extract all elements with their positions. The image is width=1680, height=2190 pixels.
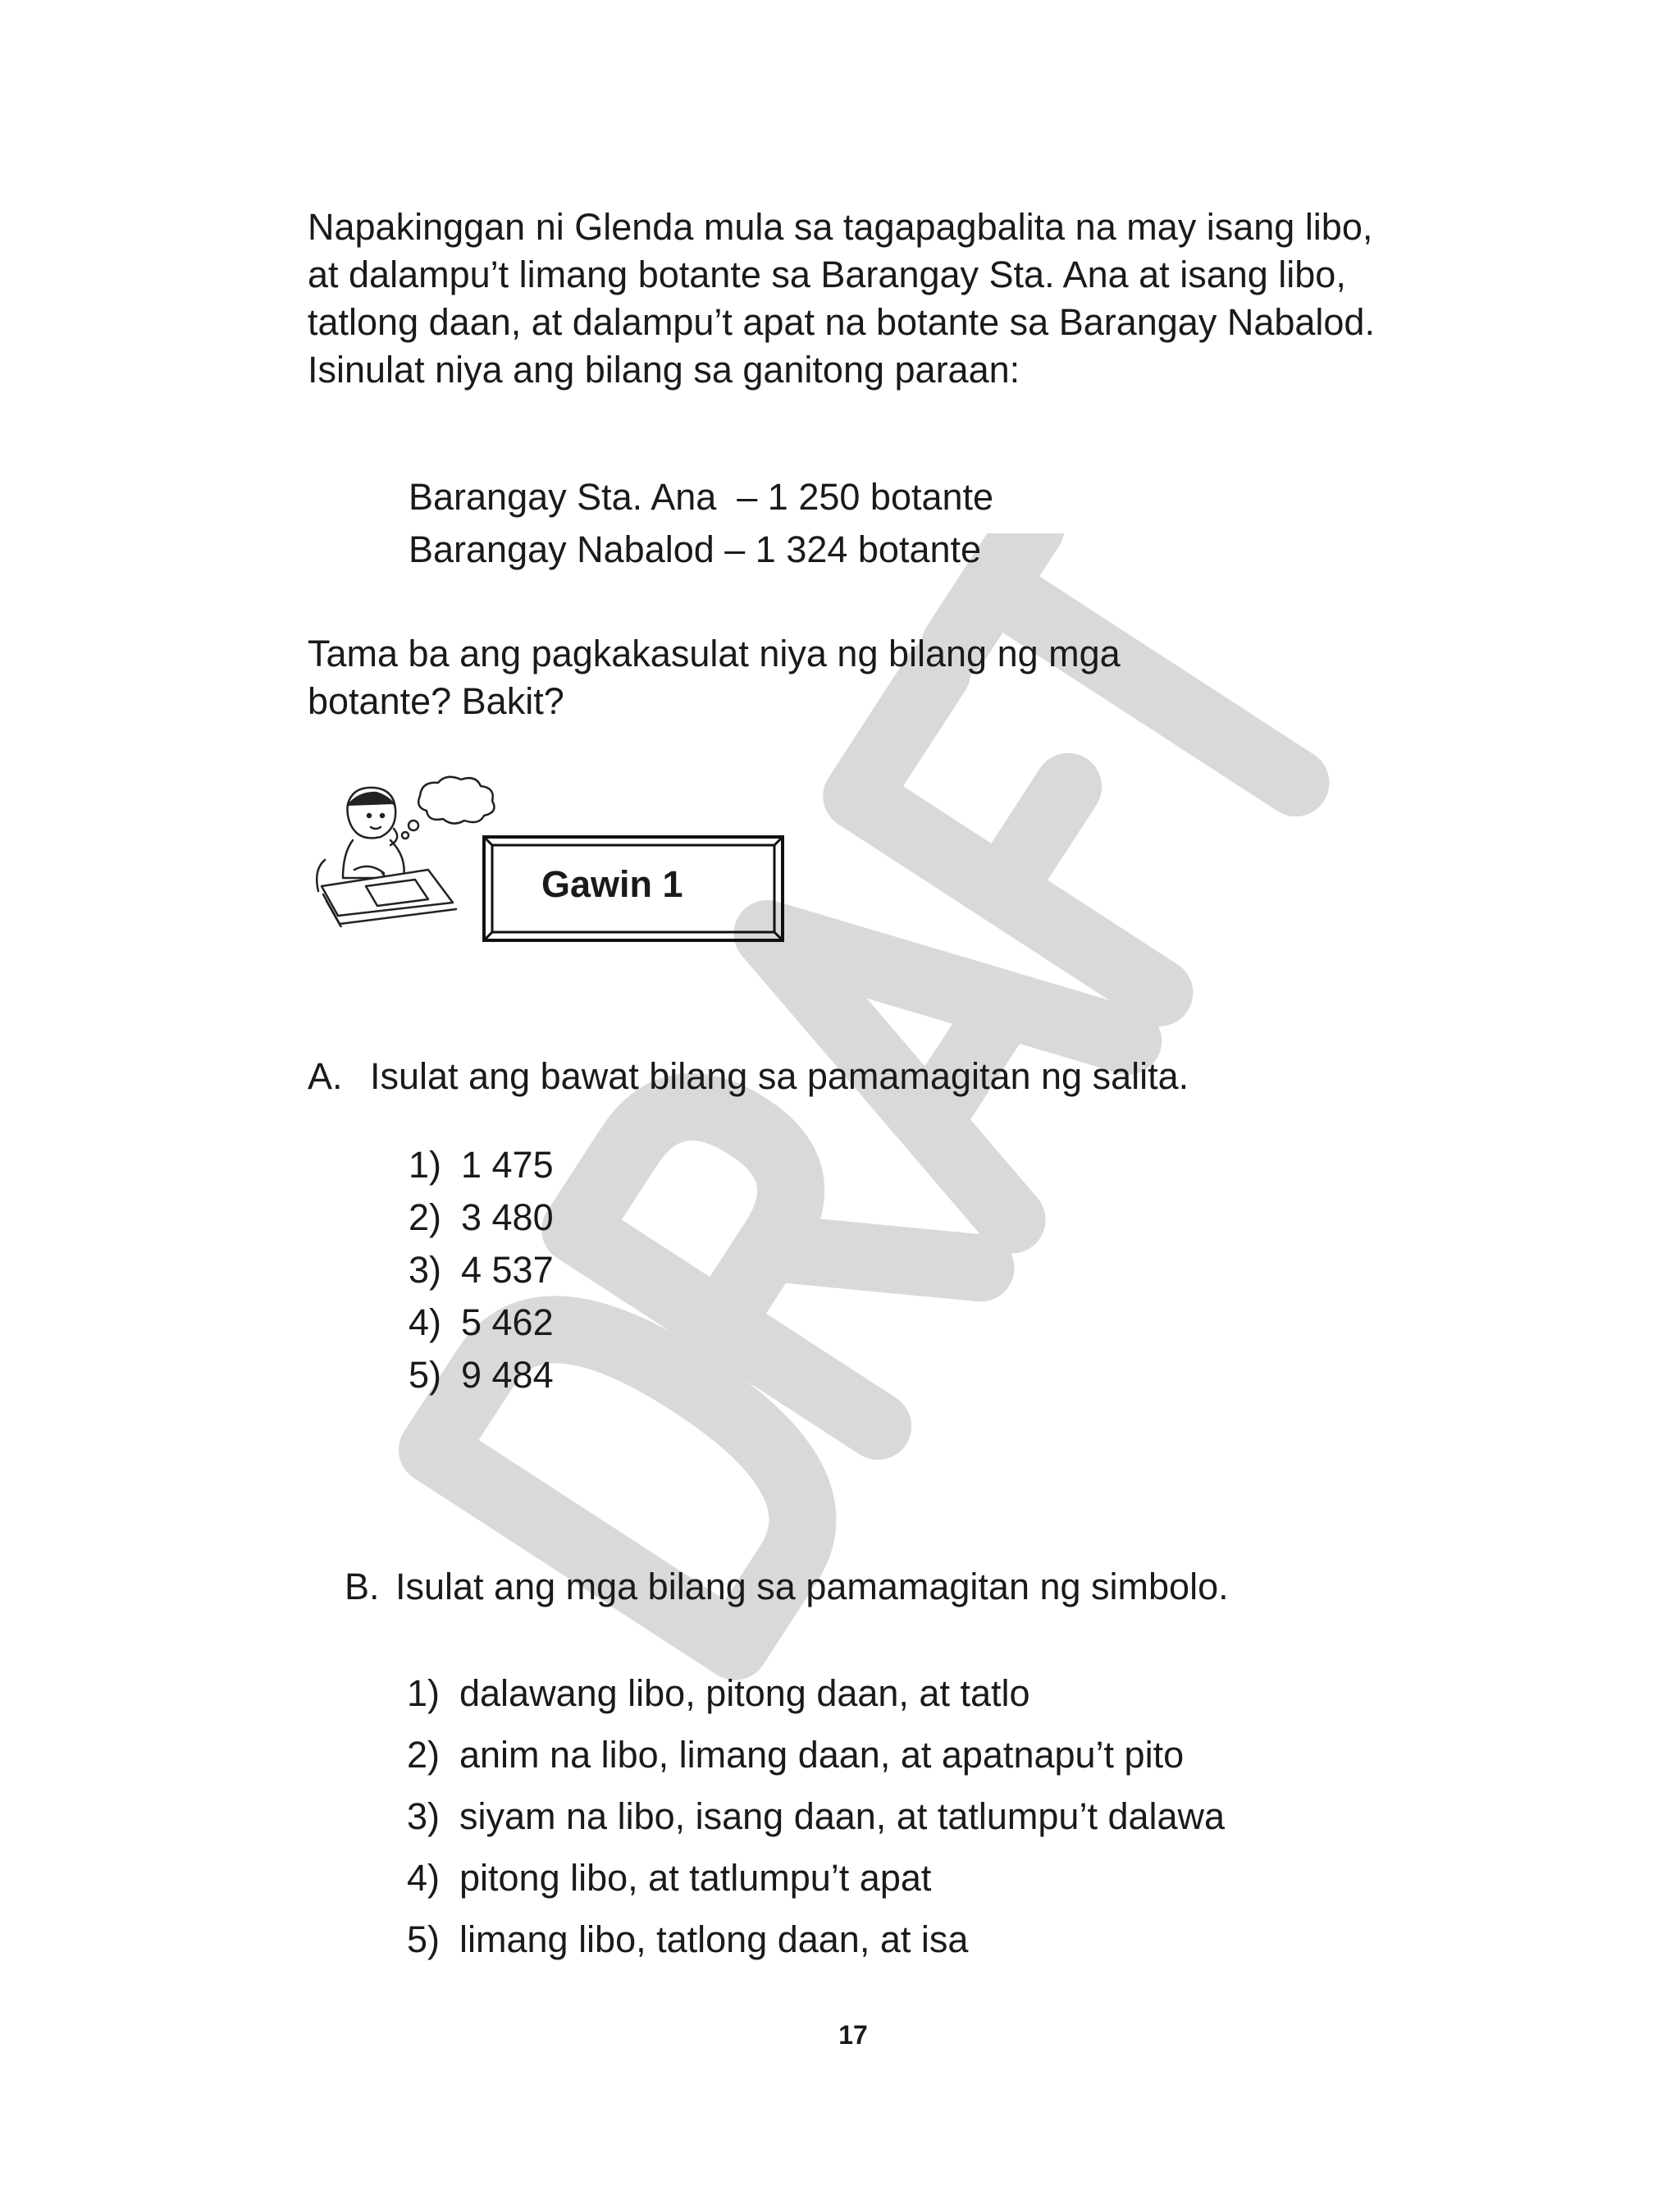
- section-b-instruction: Isulat ang mga bilang sa pamamagitan ng simbolo.: [395, 1566, 1229, 1607]
- watermark-letter-r: [575, 1072, 980, 1427]
- item-text: 5 462: [461, 1301, 554, 1343]
- paragraph-line: tatlong daan, at dalampu’t apat na botante sa Barangay Nabalod.: [308, 301, 1375, 343]
- paragraph-line: at dalampu’t limang botante sa Barangay Sta. Ana at isang libo,: [308, 254, 1346, 295]
- list-item: [407, 1909, 1225, 1970]
- paragraph-line: Napakinggan ni Glenda mula sa tagapagbalita na may isang libo,: [308, 206, 1373, 248]
- list-item: [409, 1296, 554, 1349]
- list-item: [407, 1724, 1225, 1785]
- item-text: limang libo, tatlong daan, at isa: [459, 1918, 969, 1960]
- item-text: 4 537: [461, 1249, 554, 1291]
- item-number: 5): [407, 1918, 441, 1960]
- list-item: [409, 1349, 554, 1401]
- item-text: 1 475: [461, 1144, 554, 1186]
- section-b-list: [407, 1662, 1225, 1970]
- item-text: 9 484: [461, 1354, 554, 1396]
- list-item: [407, 1847, 1225, 1909]
- section-a-list: [409, 1139, 554, 1401]
- question-line: botante? Bakit?: [308, 680, 564, 722]
- item-text: anim na libo, limang daan, at apatnapu’t pito: [459, 1734, 1185, 1776]
- barangay-voter-list: [409, 471, 993, 576]
- section-b-label: B.: [345, 1566, 380, 1607]
- item-text: 3 480: [461, 1196, 554, 1238]
- item-text: pitong libo, at tatlumpu’t apat: [459, 1857, 932, 1899]
- question-text: [308, 630, 1210, 725]
- list-item: [409, 1244, 554, 1296]
- page-number: 17: [838, 2020, 868, 2050]
- item-text: dalawang libo, pitong daan, at tatlo: [459, 1672, 1030, 1714]
- item-number: 5): [409, 1354, 442, 1396]
- activity-title: Gawin 1: [541, 863, 683, 905]
- item-number: 1): [409, 1144, 442, 1186]
- intro-paragraph: [308, 203, 1554, 394]
- list-item: [407, 1662, 1225, 1724]
- item-number: 2): [409, 1196, 442, 1238]
- section-a-heading: [308, 1052, 1189, 1101]
- list-item: [409, 1139, 554, 1191]
- item-number: 3): [409, 1249, 442, 1291]
- item-number: 3): [407, 1795, 441, 1837]
- section-a-label: A.: [308, 1055, 343, 1097]
- barangay-nabalod-line: Barangay Nabalod – 1 324 botante: [409, 528, 982, 570]
- question-line: Tama ba ang pagkakasulat niya ng bilang ng mga: [308, 633, 1121, 674]
- item-number: 2): [407, 1734, 441, 1776]
- list-item: [407, 1785, 1225, 1847]
- item-text: siyam na libo, isang daan, at tatlumpu’t dalawa: [459, 1795, 1226, 1837]
- section-a-instruction: Isulat ang bawat bilang sa pamamagitan ng salita.: [370, 1055, 1189, 1097]
- list-item: [409, 1191, 554, 1244]
- item-number: 4): [409, 1301, 442, 1343]
- item-number: 4): [407, 1857, 441, 1899]
- item-number: 1): [407, 1672, 441, 1714]
- section-b-heading: [345, 1562, 1229, 1612]
- paragraph-line: Isinulat niya ang bilang sa ganitong paraan:: [308, 349, 1020, 391]
- barangay-sta-ana-line: Barangay Sta. Ana – 1 250 botante: [409, 476, 994, 518]
